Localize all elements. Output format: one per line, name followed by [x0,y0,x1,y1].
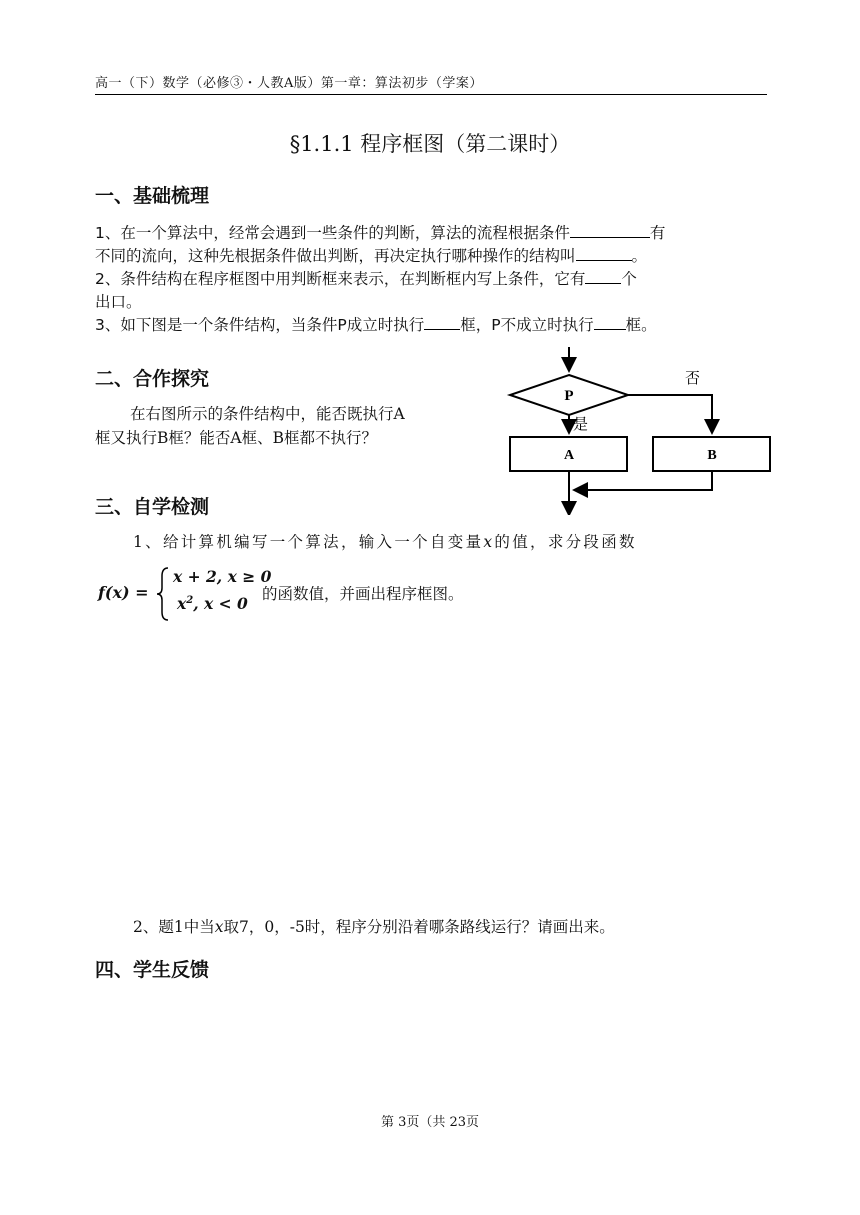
basics-item-2-text-c: 出口。 [95,293,142,311]
answer-blank [570,222,650,238]
case2-exponent: 2 [186,594,194,606]
basics-item-1-text-b: 有 [649,224,666,242]
selftest-q1-line1 [95,530,767,554]
answer-blank [424,314,460,330]
piecewise-function [98,563,698,623]
basics-item-2-text: 2、条件结构在程序框图中用判断框来表示，在判断框内写上条件，它有 [95,270,586,288]
function-lhs: f(x) = [98,583,149,602]
function-case-2 [177,594,248,613]
selftest-q2 [95,915,767,939]
basics-item-3-text-c: 框。 [625,316,657,334]
section-selftest-heading: 三、自学检测 [95,496,210,518]
case2-rest: , x < 0 [193,594,248,613]
selftest-q1-text-end: 的值，求分段函数 [494,533,637,551]
selftest-q2-text: 2、题1中当 [133,918,215,936]
selftest-q2-text-b: 取7，0，-5时，程序分别沿着哪条路线运行？请画出来。 [223,918,615,936]
answer-blank [594,314,626,330]
explore-question-line2: 框又执行B框？能否A框、B框都不执行？ [95,429,377,447]
answer-blank [585,268,621,284]
explore-question-line1: 在右图所示的条件结构中，能否既执行A [130,405,405,423]
basics-item-1-text: 1、在一个算法中，经常会遇到一些条件的判断，算法的流程根据条件 [95,224,570,242]
section-feedback-heading: 四、学生反馈 [95,959,210,981]
explore-question [95,402,495,450]
process-box-a-label: A [563,448,575,463]
variable-x: x [483,533,495,551]
basics-item-3-text: 3、如下图是一个条件结构，当条件P成立时执行 [95,316,425,334]
answer-blank [576,245,632,261]
variable-x: x [214,918,224,936]
condition-flowchart [500,345,780,515]
basics-item-2-text-b: 个 [621,270,637,288]
basics-item-3-text-b: 框，P不成立时执行 [460,316,594,334]
page-header: 高一（下）数学（必修③・人教A版）第一章：算法初步（学案） [95,72,767,95]
function-case-1: x + 2, x ≥ 0 [173,567,272,586]
selftest-q1-tail: 的函数值，并画出程序框图。 [262,585,464,603]
section-explore-heading: 二、合作探究 [95,368,210,390]
page-footer: 第 3页（共 23页 [380,1115,480,1130]
selftest-q1-text: 1、给计算机编写一个算法，输入一个自变量 [133,533,484,551]
decision-condition: P [564,388,574,404]
process-box-b-label: B [707,448,717,463]
no-label: 否 [685,369,701,387]
no-branch-arrow [628,395,712,431]
basics-item-1-text-d: 。 [631,247,648,265]
yes-label: 是 [573,415,589,433]
merge-arrow [576,471,712,490]
page-title: §1.1.1 程序框图（第二课时） [289,132,571,156]
left-brace [156,566,170,622]
basics-item-1-text-c: 不同的流向，这种先根据条件做出判断，再决定执行哪种操作的结构叫 [95,247,576,265]
case2-base: x [177,594,187,613]
basics-item-1 [95,222,767,337]
section-basics-heading: 一、基础梳理 [95,185,210,207]
